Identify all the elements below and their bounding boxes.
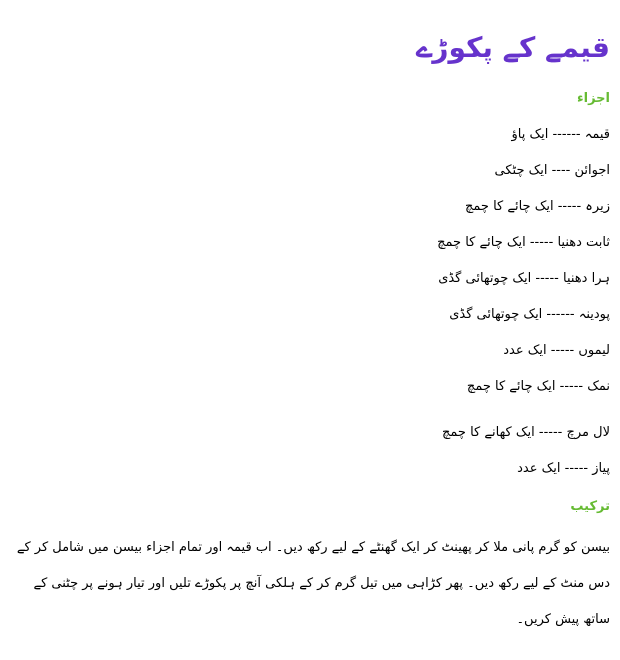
ingredient-item: ہرا دھنیا ----- ایک چوتھائی گڈی <box>438 271 610 286</box>
method-paragraph: بیسن کو گرم پانی ملا کر پھینٹ کر ایک گھنٹے کے لیے رکھ دیں۔ اب قیمہ اور تمام اجزاء بیسن میں شامل کر کے دس منٹ کے لیے رکھ دیں۔ پھر کڑاہی میں تیل گرم کر کے ہلکی آنچ پر پکوڑے تلیں اور تیار ہونے پر چٹنی کے ساتھ پیش کریں۔ <box>16 540 610 627</box>
ingredient-item: اجوائن ---- ایک چٹکی <box>494 163 610 178</box>
ingredient-item: پیاز ----- ایک عدد <box>517 461 610 476</box>
recipe-title: قیمے کے پکوڑے <box>415 31 610 64</box>
ingredient-item: ثابت دھنیا ----- ایک چائے کا چمچ <box>437 235 610 250</box>
ingredient-item: زیرہ ----- ایک چائے کا چمچ <box>465 199 610 214</box>
ingredient-item: لیموں ----- ایک عدد <box>503 343 610 358</box>
ingredient-item: قیمہ ------ ایک پاؤ <box>511 127 610 142</box>
ingredients-heading: اجزاء <box>576 91 610 106</box>
ingredient-item: لال مرچ ----- ایک کھانے کا چمچ <box>442 425 610 440</box>
ingredient-item: نمک ----- ایک چائے کا چمچ <box>466 379 610 394</box>
ingredient-item: پودینہ ------ ایک چوتھائی گڈی <box>449 307 610 322</box>
method-heading: ترکیب <box>570 499 610 514</box>
